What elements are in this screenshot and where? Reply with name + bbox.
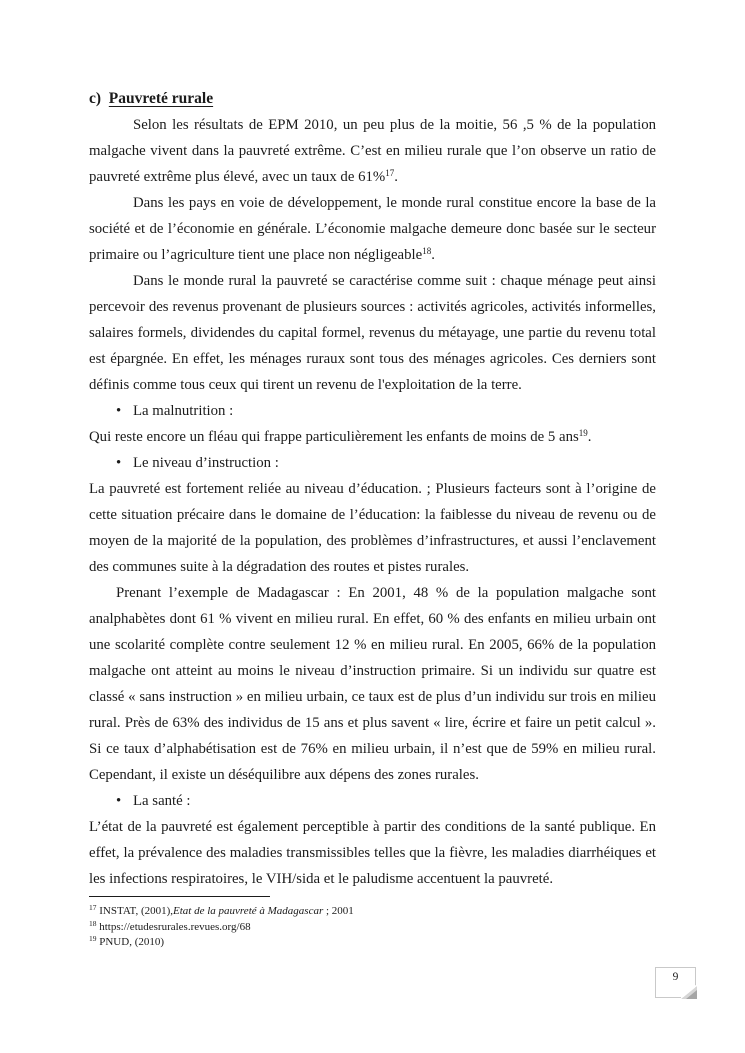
paragraph-health: L’état de la pauvreté est également perceptible à partir des conditions de la santé publique. En effet, la prévalence des maladies transmissibles telles que la fièvre, les maladies diarrhéiques et les infections respiratoires, le VIH/sida et le paludisme accentuent la pauvreté.	[89, 819, 656, 887]
paragraph-education: La pauvreté est fortement reliée au niveau d’éducation. ; Plusieurs facteurs sont à l’origine de cette situation précaire dans le domaine de l’éducation: la faiblesse du niveau de revenu ou de moyen de la majorité de la population, des problèmes d’infrastructures, et aussi l’enclavement des communes suite à la dégradation des routes et pistes rurales.	[89, 481, 656, 575]
paragraph-rural-income: Dans le monde rural la pauvreté se caractérise comme suit : chaque ménage peut ainsi percevoir des revenus provenant de plusieurs sources : activités agricoles, activités informelles, salaires formels, dividendes du capital formel, revenus du métayage, une partie du revenu total est épargnée. En effet, les ménages ruraux sont tous des ménages agricoles. Ces derniers sont définis comme tous ceux qui tirent un revenu de l'exploitation de la terre.	[89, 273, 656, 393]
paragraph-malnutrition: Qui reste encore un fléau qui frappe particulièrement les enfants de moins de 5 ans$^{19}$.	[89, 428, 592, 445]
bullet-label: La malnutrition :	[133, 403, 234, 419]
bullet-label: La santé :	[133, 793, 191, 809]
page-number: 9	[672, 971, 679, 983]
bullet-label: Le niveau d’instruction :	[133, 455, 279, 471]
page-curl-icon	[681, 985, 698, 1000]
paragraph-madagascar-example: Prenant l’exemple de Madagascar : En 2001, 48 % de la population malgache sont analphabètes dont 61 % vivent en milieu rural. En effet, 60 % des enfants en milieu urbain ont une scolarité complète contre seulement 12 % en milieu rural. En 2005, 66% de la population malgache ont atteint au moins le niveau d’instruction primaire. Si un individu sur quatre est classé « sans instruction » en milieu urbain, ce taux est de plus d’un individu sur trois en milieu rural. Près de 63% des individus de 15 ans et plus savent « lire, écrire et faire un petit calcul ». Si ce taux d’alphabétisation est de 76% en milieu urbain, il n’est que de 59% en milieu rural. Cependant, il existe un déséquilibre aux dépens des zones rurales.	[89, 585, 656, 783]
page-number-box	[655, 967, 696, 998]
section-heading: c) Pauvreté rurale	[89, 90, 214, 107]
bullet-malnutrition	[89, 398, 656, 424]
bullet-icon: •	[116, 403, 122, 419]
bullet-health	[89, 788, 656, 814]
footnotes-section	[89, 896, 656, 951]
footnote-separator	[89, 896, 270, 897]
paragraph-poverty-rate: Selon les résultats de EPM 2010, un peu plus de la moitie, 56 ,5 % de la population malgache vivent dans la pauvreté extrême. C’est en milieu rurale que l’on observe un ratio de pauvreté extrême plus élevé, avec un taux de 61%$^{17}$.	[89, 117, 656, 185]
paragraph-rural-economy: Dans les pays en voie de développement, le monde rural constitue encore la base de la société et de l’économie en générale. L’économie malgache demeure donc basée sur le secteur primaire ou l’agriculture tient une place non négligeable$^{18}$.	[89, 195, 656, 263]
page-body	[89, 86, 656, 892]
footnote-19: $^{19}$ PNUD, (2010)	[89, 934, 165, 948]
footnote-17: $^{17}$ INSTAT, (2001),Etat de la pauvreté à Madagascar ; 2001	[89, 903, 354, 917]
bullet-education	[89, 450, 656, 476]
bullet-icon: •	[116, 793, 122, 809]
bullet-icon: •	[116, 455, 122, 471]
footnote-18: $^{18}$ https://etudesrurales.revues.org/68	[89, 918, 251, 933]
